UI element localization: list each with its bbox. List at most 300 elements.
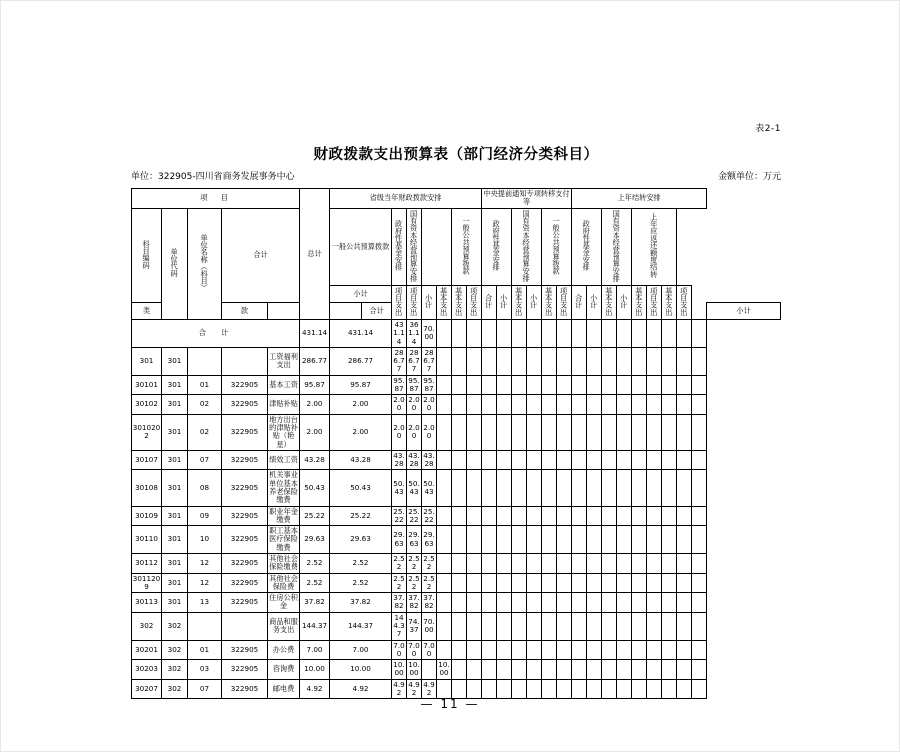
cell-value bbox=[662, 347, 677, 375]
cell-total: 2.52 bbox=[300, 553, 330, 573]
table-number: 表2-1 bbox=[755, 124, 781, 134]
cell-value bbox=[482, 470, 497, 506]
cell-value bbox=[647, 553, 662, 573]
cell-value bbox=[647, 612, 662, 640]
cell-value bbox=[512, 526, 527, 554]
cell-value bbox=[497, 395, 512, 415]
cell-value bbox=[617, 347, 632, 375]
cell-value bbox=[557, 414, 572, 450]
cell-value: 144.37 bbox=[393, 612, 405, 639]
cell-value bbox=[587, 470, 602, 506]
cell-value bbox=[602, 319, 617, 347]
cell-value bbox=[572, 553, 587, 573]
cell-value bbox=[452, 395, 467, 415]
cell-value bbox=[692, 679, 707, 699]
cell-value bbox=[677, 395, 692, 415]
cell-value bbox=[632, 640, 647, 660]
cell-value bbox=[692, 660, 707, 680]
cell-value bbox=[677, 414, 692, 450]
cell-total: 2.00 bbox=[300, 395, 330, 415]
cell-value bbox=[602, 414, 617, 450]
cell-value bbox=[557, 593, 572, 613]
cell-value bbox=[617, 526, 632, 554]
cell-value bbox=[557, 470, 572, 506]
budget-table bbox=[131, 188, 781, 699]
cell-value bbox=[647, 347, 662, 375]
header-row-2 bbox=[132, 208, 781, 285]
cell-value bbox=[617, 375, 632, 395]
cell-value bbox=[632, 414, 647, 450]
cell-class-code: 30108 bbox=[132, 470, 162, 506]
cell-value bbox=[632, 679, 647, 699]
cell-value bbox=[452, 679, 467, 699]
header-carryover-soe: 国有资本经营预算安排 bbox=[602, 208, 632, 285]
cell-value bbox=[632, 470, 647, 506]
cell-item-name: 其他社会保险缴费 bbox=[269, 553, 298, 572]
cell-value bbox=[497, 593, 512, 613]
cell-value: 70.00 bbox=[422, 319, 437, 347]
cell-filler bbox=[707, 395, 781, 415]
cell-value bbox=[587, 347, 602, 375]
cell-unit-code: 322905 bbox=[222, 375, 268, 395]
cell-sub-code: 10 bbox=[188, 526, 222, 554]
cell-value bbox=[677, 347, 692, 375]
cell-value bbox=[692, 375, 707, 395]
cell-value: 2.52 bbox=[393, 553, 405, 572]
table-row bbox=[132, 660, 781, 680]
cell-value bbox=[437, 347, 452, 375]
cell-value bbox=[572, 573, 587, 593]
cell-value bbox=[617, 553, 632, 573]
cell-value bbox=[527, 679, 542, 699]
table-row bbox=[132, 679, 781, 699]
cell-kuan-code: 301 bbox=[162, 553, 188, 573]
cell-value bbox=[452, 593, 467, 613]
cell-value bbox=[617, 395, 632, 415]
cell-value bbox=[557, 347, 572, 375]
cell-value: 4.92 bbox=[393, 679, 405, 697]
cell-item-name: 商品和服务支出 bbox=[268, 612, 300, 640]
cell-filler bbox=[707, 640, 781, 660]
cell-value bbox=[632, 506, 647, 526]
table-row bbox=[132, 470, 781, 506]
cell-value bbox=[617, 319, 632, 347]
cell-value bbox=[542, 612, 557, 640]
cell-value: 361.14 bbox=[408, 319, 420, 346]
cell-item-name: 邮电费 bbox=[268, 679, 300, 699]
cell-total: 25.22 bbox=[300, 506, 330, 526]
cell-sub-code: 02 bbox=[188, 395, 222, 415]
header-leaf-y-project: 项目支出 bbox=[647, 285, 662, 319]
cell-value bbox=[677, 526, 692, 554]
cell-value bbox=[542, 319, 557, 347]
cell-value bbox=[557, 506, 572, 526]
cell-value bbox=[602, 526, 617, 554]
cell-value bbox=[542, 375, 557, 395]
cell-value bbox=[632, 319, 647, 347]
cell-value bbox=[437, 612, 452, 640]
cell-item-name: 津贴补贴 bbox=[268, 395, 300, 415]
cell-value bbox=[512, 375, 527, 395]
cell-value: 2.00 bbox=[330, 414, 392, 450]
cell-value bbox=[662, 319, 677, 347]
cell-value bbox=[512, 593, 527, 613]
cell-unit-code: 322905 bbox=[222, 679, 268, 699]
cell-value bbox=[482, 593, 497, 613]
cell-value bbox=[542, 679, 557, 699]
cell-kuan-code: 302 bbox=[162, 679, 188, 699]
cell-value bbox=[497, 375, 512, 395]
cell-filler bbox=[707, 553, 781, 573]
cell-value bbox=[692, 593, 707, 613]
cell-value bbox=[587, 679, 602, 699]
cell-value: 95.87 bbox=[408, 375, 420, 393]
table-row bbox=[132, 612, 781, 640]
cell-value bbox=[557, 395, 572, 415]
cell-value bbox=[662, 414, 677, 450]
cell-kuan-code: 301 bbox=[162, 573, 188, 593]
cell-value bbox=[587, 553, 602, 573]
cell-class-code: 3011209 bbox=[132, 573, 161, 591]
cell-value bbox=[572, 395, 587, 415]
cell-value bbox=[662, 526, 677, 554]
table-row bbox=[132, 593, 781, 613]
cell-value bbox=[602, 395, 617, 415]
cell-value bbox=[557, 450, 572, 470]
cell-value bbox=[587, 506, 602, 526]
cell-value bbox=[632, 375, 647, 395]
cell-kuan-code: 301 bbox=[162, 470, 188, 506]
header-leaf-c-basic: 基本支出 bbox=[512, 285, 527, 319]
cell-filler bbox=[707, 347, 781, 375]
header-leaf-project-1: 项目支出 bbox=[467, 285, 482, 319]
header-item-group: 项 目 bbox=[132, 189, 300, 209]
cell-value bbox=[617, 506, 632, 526]
cell-value bbox=[632, 573, 647, 593]
cell-value bbox=[587, 375, 602, 395]
cell-value: 50.43 bbox=[422, 470, 437, 506]
cell-value bbox=[557, 679, 572, 699]
cell-value bbox=[512, 679, 527, 699]
header-leaf-y-sub: 小计 bbox=[587, 285, 602, 319]
cell-value bbox=[662, 470, 677, 506]
cell-class-code: 30112 bbox=[132, 553, 162, 573]
cell-value bbox=[482, 526, 497, 554]
cell-value: 2.52 bbox=[330, 573, 392, 593]
cell-sub-code: 08 bbox=[188, 470, 222, 506]
meta-row bbox=[131, 169, 781, 185]
page-title: 财政拨款支出预算表（部门经济分类科目） bbox=[313, 147, 599, 163]
cell-value bbox=[527, 347, 542, 375]
cell-value: 25.22 bbox=[423, 506, 435, 524]
cell-sub-code: 02 bbox=[188, 414, 222, 450]
cell-value bbox=[587, 395, 602, 415]
header-carryover-return: 上年应返还额度结转 bbox=[632, 208, 677, 285]
cell-value bbox=[692, 470, 707, 506]
cell-value bbox=[527, 612, 542, 640]
cell-value: 4.92 bbox=[330, 679, 392, 699]
cell-value bbox=[617, 660, 632, 680]
cell-sub-code: 03 bbox=[188, 660, 222, 680]
cell-total: 29.63 bbox=[300, 526, 330, 554]
cell-value bbox=[587, 526, 602, 554]
cell-class-code: 30207 bbox=[132, 679, 162, 699]
cell-item-name: 职业年金缴费 bbox=[269, 506, 298, 524]
cell-sub-code: 12 bbox=[188, 553, 222, 573]
cell-value: 431.14 bbox=[330, 319, 392, 347]
cell-value: 2.52 bbox=[423, 553, 435, 572]
cell-value bbox=[572, 347, 587, 375]
cell-value bbox=[617, 450, 632, 470]
cell-value bbox=[467, 640, 482, 660]
cell-value bbox=[557, 375, 572, 395]
cell-value bbox=[662, 450, 677, 470]
cell-item-name: 住房公积金 bbox=[269, 593, 298, 611]
cell-value bbox=[647, 414, 662, 450]
cell-value bbox=[617, 640, 632, 660]
cell-value bbox=[467, 319, 482, 347]
cell-value bbox=[557, 612, 572, 640]
cell-value bbox=[677, 450, 692, 470]
cell-sub-code: 07 bbox=[188, 450, 222, 470]
cell-value bbox=[467, 347, 482, 375]
cell-value bbox=[572, 612, 587, 640]
cell-unit-code bbox=[222, 347, 268, 375]
cell-sub-code: 09 bbox=[188, 506, 222, 526]
cell-value bbox=[512, 414, 527, 450]
cell-value bbox=[512, 395, 527, 415]
header-leaf-c-sub2: 小计 bbox=[527, 285, 542, 319]
cell-value bbox=[422, 660, 437, 680]
header-central-soe: 国有资本经营预算安排 bbox=[512, 208, 542, 285]
header-col-unitcode-2 bbox=[268, 302, 300, 319]
cell-filler bbox=[707, 612, 781, 640]
cell-value bbox=[692, 347, 707, 375]
cell-class-code: 30101 bbox=[132, 375, 162, 395]
header-leaf-total: 合计 bbox=[362, 302, 392, 319]
cell-value bbox=[437, 395, 452, 415]
cell-value bbox=[587, 640, 602, 660]
cell-class-code: 30107 bbox=[132, 450, 162, 470]
cell-value bbox=[527, 660, 542, 680]
cell-kuan-code: 301 bbox=[162, 395, 188, 415]
cell-value: 25.22 bbox=[408, 506, 420, 524]
cell-value: 37.82 bbox=[408, 593, 420, 611]
cell-value bbox=[587, 414, 602, 450]
cell-value bbox=[467, 593, 482, 613]
cell-value bbox=[482, 395, 497, 415]
budget-table-body bbox=[132, 319, 781, 698]
cell-sub-code: 12 bbox=[188, 573, 222, 593]
cell-value bbox=[437, 640, 452, 660]
cell-value bbox=[632, 450, 647, 470]
cell-value bbox=[602, 450, 617, 470]
cell-value bbox=[482, 640, 497, 660]
cell-value bbox=[677, 573, 692, 593]
cell-value bbox=[647, 450, 662, 470]
cell-value bbox=[482, 506, 497, 526]
cell-filler bbox=[707, 506, 781, 526]
cell-value: 29.63 bbox=[392, 526, 407, 554]
cell-kuan-code: 301 bbox=[162, 347, 188, 375]
cell-value bbox=[542, 573, 557, 593]
cell-unit-code: 322905 bbox=[222, 506, 268, 526]
cell-value: 43.28 bbox=[408, 450, 420, 469]
cell-value: 7.00 bbox=[330, 640, 392, 660]
table-row bbox=[132, 414, 781, 450]
cell-value: 37.82 bbox=[393, 593, 405, 611]
header-carryover-general: 一般公共预算拨款 bbox=[542, 208, 572, 285]
cell-value bbox=[617, 573, 632, 593]
cell-value bbox=[632, 553, 647, 573]
cell-sub-code: 01 bbox=[188, 640, 222, 660]
cell-value bbox=[557, 640, 572, 660]
budget-sheet bbox=[131, 121, 781, 699]
cell-filler bbox=[707, 573, 781, 593]
header-leaf-y-basic: 基本支出 bbox=[602, 285, 617, 319]
cell-class-code: 30109 bbox=[132, 506, 162, 526]
cell-value bbox=[677, 640, 692, 660]
cell-value bbox=[692, 526, 707, 554]
cell-value bbox=[452, 553, 467, 573]
cell-value bbox=[527, 470, 542, 506]
cell-value bbox=[452, 660, 467, 680]
cell-value: 2.00 bbox=[423, 395, 435, 413]
cell-value: 10.00 bbox=[438, 660, 450, 678]
cell-value bbox=[602, 506, 617, 526]
cell-total: 4.92 bbox=[300, 679, 330, 699]
cell-value bbox=[557, 319, 572, 347]
cell-kuan-code: 302 bbox=[162, 640, 188, 660]
cell-kuan-code: 301 bbox=[162, 375, 188, 395]
cell-value bbox=[467, 660, 482, 680]
header-leaf-c-sub: 小计 bbox=[497, 285, 512, 319]
cell-value bbox=[617, 679, 632, 699]
cell-value bbox=[677, 679, 692, 699]
cell-value: 2.00 bbox=[407, 414, 422, 450]
header-leaf-c-project: 项目支出 bbox=[557, 285, 572, 319]
cell-class-code: 30203 bbox=[132, 660, 162, 680]
header-leaf-y-sub2: 小计 bbox=[617, 285, 632, 319]
cell-value bbox=[542, 470, 557, 506]
cell-value bbox=[647, 573, 662, 593]
cell-value: 95.87 bbox=[330, 375, 392, 395]
header-unit-name: 单位名称（科目） bbox=[188, 208, 222, 319]
cell-value bbox=[692, 414, 707, 450]
cell-value bbox=[602, 593, 617, 613]
cell-value bbox=[602, 347, 617, 375]
cell-value bbox=[467, 450, 482, 470]
cell-value bbox=[452, 375, 467, 395]
header-carryover-fund: 政府性基金安排 bbox=[572, 208, 602, 285]
cell-value bbox=[677, 660, 692, 680]
cell-value bbox=[692, 573, 707, 593]
cell-value bbox=[587, 593, 602, 613]
cell-kuan-code: 301 bbox=[162, 506, 188, 526]
cell-value: 50.43 bbox=[392, 470, 407, 506]
cell-value bbox=[557, 660, 572, 680]
cell-value bbox=[482, 660, 497, 680]
cell-value bbox=[647, 593, 662, 613]
cell-value bbox=[497, 526, 512, 554]
table-row bbox=[132, 319, 781, 347]
cell-unit-code: 322905 bbox=[222, 640, 268, 660]
cell-total: 95.87 bbox=[300, 375, 330, 395]
cell-value bbox=[542, 450, 557, 470]
table-row bbox=[132, 347, 781, 375]
cell-value bbox=[692, 319, 707, 347]
cell-value bbox=[587, 319, 602, 347]
cell-value bbox=[587, 450, 602, 470]
cell-value bbox=[512, 506, 527, 526]
cell-value bbox=[632, 660, 647, 680]
cell-value bbox=[662, 612, 677, 640]
cell-value: 2.00 bbox=[330, 395, 392, 415]
table-row bbox=[132, 526, 781, 554]
cell-value bbox=[692, 640, 707, 660]
cell-value bbox=[572, 319, 587, 347]
cell-value bbox=[692, 395, 707, 415]
header-group-provincial: 省级当年财政拨款安排 bbox=[330, 189, 482, 209]
cell-total: 144.37 bbox=[300, 612, 330, 640]
cell-value bbox=[527, 506, 542, 526]
cell-value: 2.52 bbox=[408, 573, 420, 591]
cell-value bbox=[452, 640, 467, 660]
cell-value bbox=[602, 375, 617, 395]
cell-value bbox=[497, 414, 512, 450]
cell-value bbox=[542, 553, 557, 573]
cell-value bbox=[647, 395, 662, 415]
cell-value bbox=[572, 526, 587, 554]
cell-value bbox=[467, 375, 482, 395]
cell-filler bbox=[707, 660, 781, 680]
cell-value bbox=[527, 375, 542, 395]
header-group-carryover: 上年结转安排 bbox=[572, 189, 707, 209]
table-row bbox=[132, 450, 781, 470]
cell-value: 95.87 bbox=[393, 375, 405, 393]
cell-value bbox=[662, 553, 677, 573]
cell-value bbox=[452, 347, 467, 375]
cell-total: 286.77 bbox=[300, 347, 330, 375]
cell-value bbox=[452, 573, 467, 593]
cell-value bbox=[437, 593, 452, 613]
cell-value bbox=[602, 573, 617, 593]
cell-class-code: 30201 bbox=[132, 640, 162, 660]
table-row bbox=[132, 573, 781, 593]
cell-value bbox=[542, 414, 557, 450]
cell-value bbox=[542, 640, 557, 660]
cell-value bbox=[437, 414, 452, 450]
cell-filler bbox=[707, 450, 781, 470]
cell-value bbox=[572, 593, 587, 613]
cell-total: 50.43 bbox=[300, 470, 330, 506]
cell-value: 29.63 bbox=[330, 526, 392, 554]
header-leaf-sub: 小计 bbox=[330, 285, 392, 302]
cell-value bbox=[527, 319, 542, 347]
cell-value: 286.77 bbox=[423, 347, 435, 374]
cell-value bbox=[467, 414, 482, 450]
cell-value bbox=[482, 679, 497, 699]
cell-value bbox=[572, 506, 587, 526]
cell-value bbox=[602, 612, 617, 640]
cell-value bbox=[437, 679, 452, 699]
cell-class-code: 302 bbox=[132, 612, 162, 640]
cell-value bbox=[512, 573, 527, 593]
cell-value bbox=[542, 506, 557, 526]
cell-value: 144.37 bbox=[330, 612, 392, 640]
cell-kuan-code: 301 bbox=[162, 593, 188, 613]
header-col-class: 类 bbox=[132, 302, 162, 319]
